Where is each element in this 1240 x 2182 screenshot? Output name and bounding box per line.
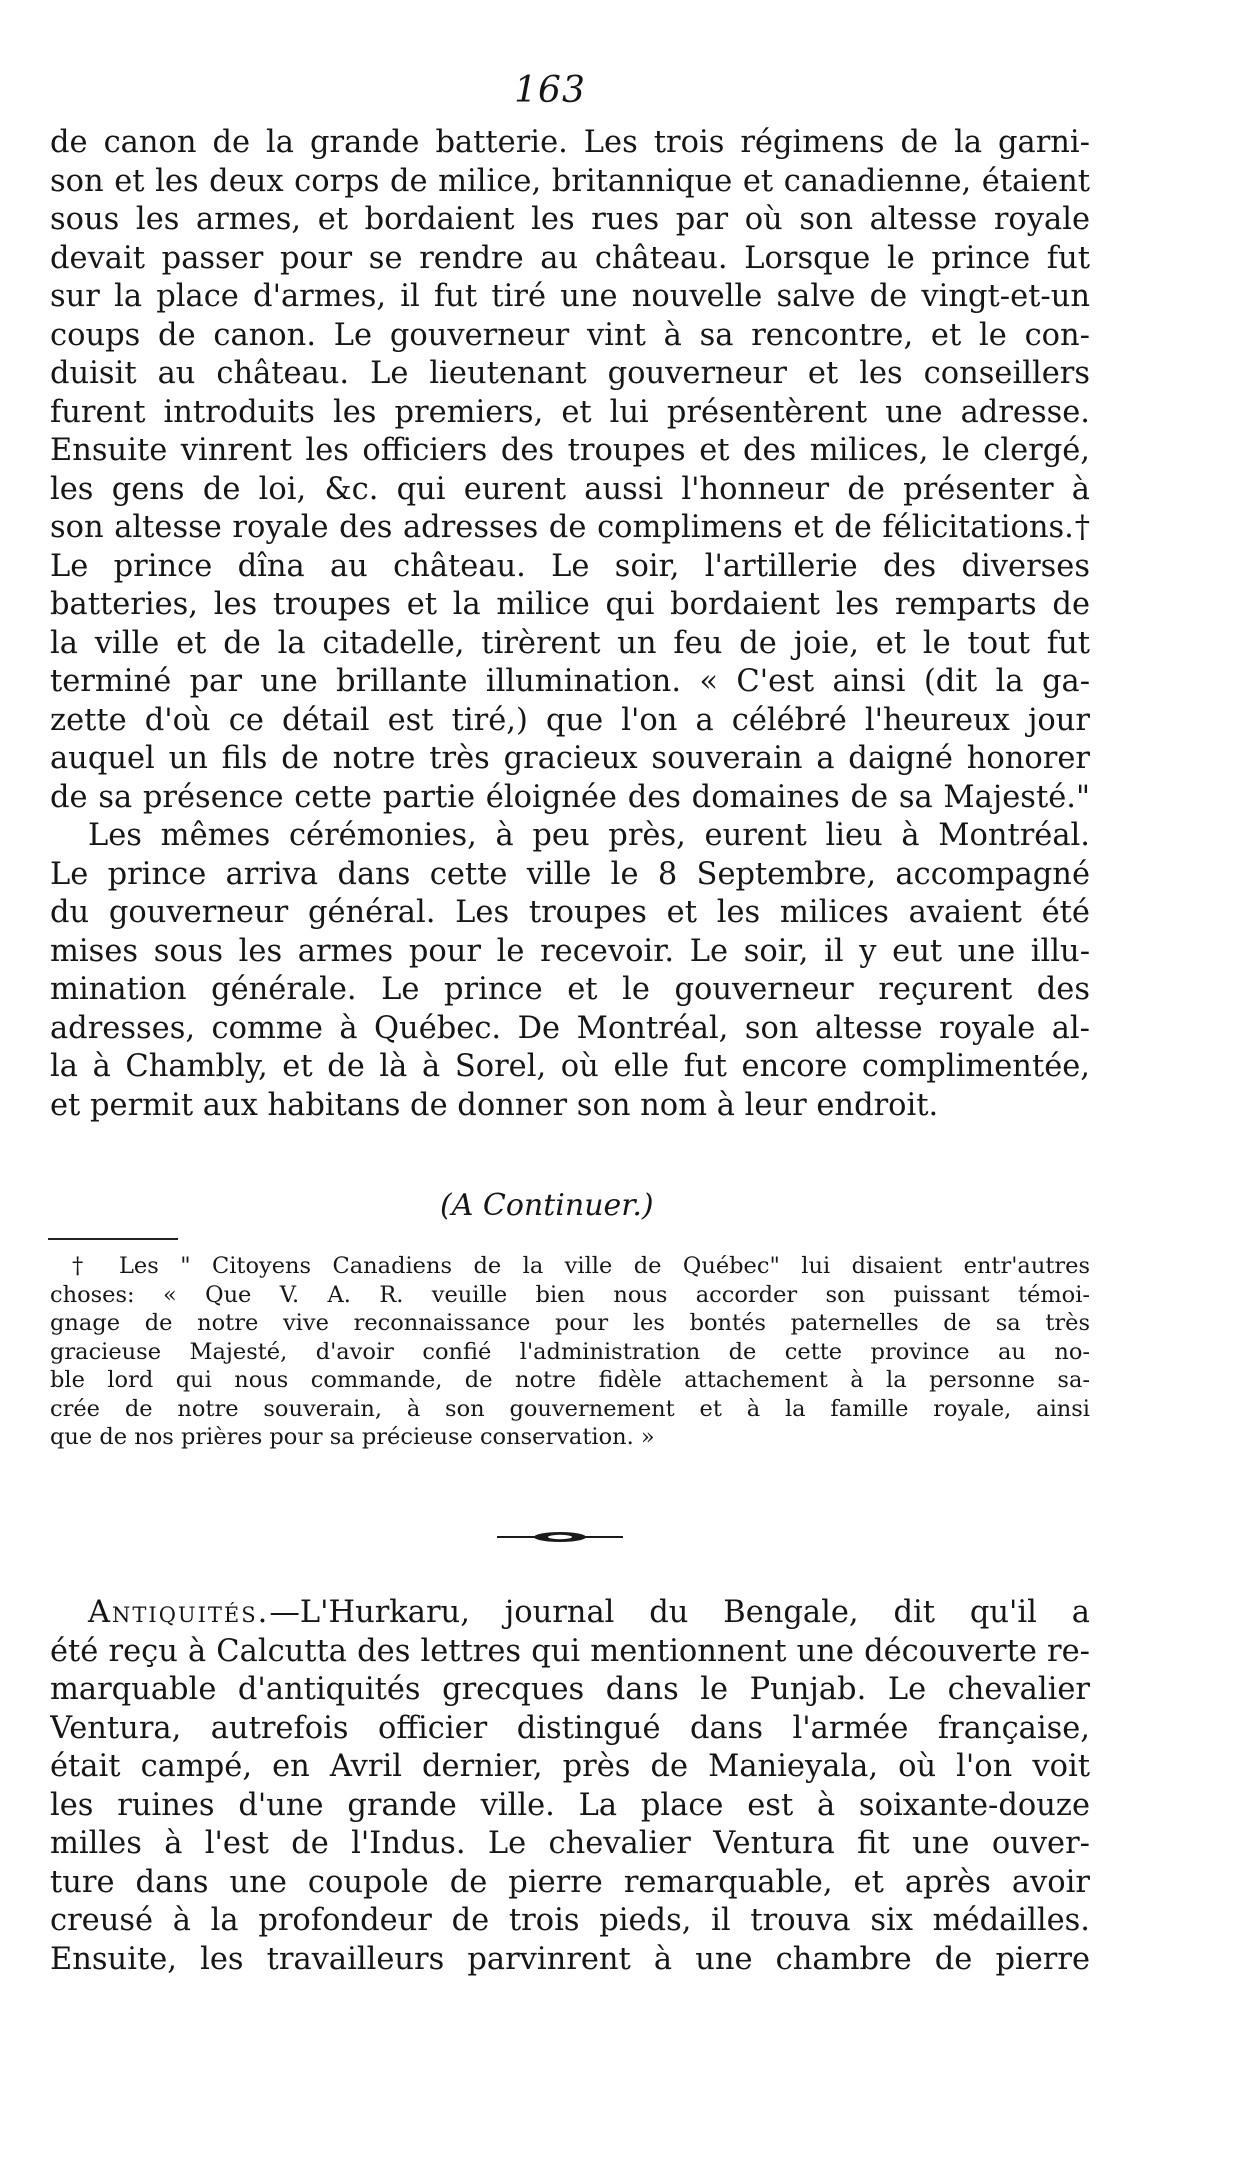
text-line: devait passer pour se rendre au château. Lorsque le prince fut [50,240,1090,276]
text-line: auquel un fils de notre très gracieux souverain a daigné honorer [50,741,1090,776]
paragraph-main [50,124,1090,817]
text-line: sur la place d'armes, il fut tiré une nouvelle salve de vingt-et-un [50,279,1090,314]
text-line: été reçu à Calcutta des lettres qui mentionnent une découverte re- [50,1633,1090,1669]
text-line: sous les armes, et bordaient les rues par où son altesse royale [50,202,1090,237]
text-line: son et les deux corps de milice, britannique et canadienne, étaient [50,163,1090,199]
text-line-content: —L'Hurkaru, journal du Bengale, dit qu'il a [269,1595,1090,1630]
footnote-line: † Les " Citoyens Canadiens de la ville de Québec" lui disaient entr'autres [72,1253,1090,1279]
text-line: Le prince arriva dans cette ville le 8 Septembre, accompagné [50,856,1090,892]
text-line: adresses, comme à Québec. De Montréal, son altesse royale al- [50,1010,1090,1046]
text-line: la à Chambly, et de là à Sorel, où elle fut encore complimentée, [50,1049,1090,1084]
text-line: était campé, en Avril dernier, près de Manieyala, où l'on voit [50,1749,1090,1784]
footnote-divider [48,1238,178,1240]
text-line: mination générale. Le prince et le gouverneur reçurent des [50,972,1090,1007]
text-line: son altesse royale des adresses de complimens et de félicitations.† [50,510,1090,545]
footnote-line: choses: « Que V. A. R. veuille bien nous accorder son puissant témoi- [50,1281,1090,1308]
text-line: Ventura, autrefois officier distingué dans l'armée française, [50,1710,1090,1746]
text-line: mises sous les armes pour le recevoir. Le soir, il y eut une illu- [50,933,1090,969]
text-line: Les mêmes cérémonies, à peu près, eurent lieu à Montréal. [88,818,1090,853]
page-number: 163 [514,70,586,111]
text-line: batteries, les troupes et la milice qui bordaient les remparts de [50,587,1090,622]
text-line: Le prince dîna au château. Le soir, l'artillerie des diverses [50,548,1090,584]
text-line: duisit au château. Le lieutenant gouverneur et les conseillers [50,356,1090,391]
paragraph-antiquites [50,1594,1090,1979]
footnote [50,1252,1090,1452]
text-line: marquable d'antiquités grecques dans le Punjab. Le chevalier [50,1672,1090,1707]
footnote-line: gracieuse Majesté, d'avoir confié l'administration de cette province au no- [50,1338,1090,1365]
text-line: creusé à la profondeur de trois pieds, il trouva six médailles. [50,1903,1090,1938]
text-line: terminé par une brillante illumination. « C'est ainsi (dit la ga- [50,664,1090,699]
text-line: les ruines d'une grande ville. La place est à soixante-douze [50,1787,1090,1823]
footnote-line: ble lord qui nous commande, de notre fidèle attachement à la personne sa- [50,1367,1090,1393]
section-ornament-icon [495,1530,625,1544]
continuation-note: (A Continuer.) [440,1188,654,1223]
text-line: de sa présence cette partie éloignée des domaines de sa Majesté." [50,779,1090,815]
text-line [50,1594,1090,1633]
text-line: de canon de la grande batterie. Les trois régimens de la garni- [50,125,1090,160]
footnote-line: crée de notre souverain, à son gouvernement et à la famille royale, ainsi [50,1395,1090,1422]
paragraph-montreal [50,817,1090,1125]
footnote-line: que de nos prières pour sa précieuse conservation. » [50,1424,655,1450]
text-line: et permit aux habitans de donner son nom à leur endroit. [50,1087,939,1123]
text-line: Ensuite vinrent les officiers des troupes et des milices, le clergé, [50,433,1090,468]
text-line: Ensuite, les travailleurs parvinrent à une chambre de pierre [50,1941,1090,1977]
text-line: les gens de loi, &c. qui eurent aussi l'honneur de présenter à [50,471,1090,507]
footnote-line: gnage de notre vive reconnaissance pour les bontés paternelles de sa très [50,1310,1090,1336]
text-line: ture dans une coupole de pierre remarquable, et après avoir [50,1864,1090,1900]
text-line: furent introduits les premiers, et lui présentèrent une adresse. [50,394,1090,430]
section-heading: Antiquités. [88,1595,270,1630]
text-line: coups de canon. Le gouverneur vint à sa rencontre, et le con- [50,317,1090,353]
text-line: milles à l'est de l'Indus. Le chevalier Ventura fit une ouver- [50,1826,1090,1861]
text-line: zette d'où ce détail est tiré,) que l'on a célébré l'heureux jour [50,702,1090,738]
text-line: la ville et de la citadelle, tirèrent un feu de joie, et le tout fut [50,625,1090,661]
text-line: du gouverneur général. Les troupes et les milices avaient été [50,895,1090,930]
